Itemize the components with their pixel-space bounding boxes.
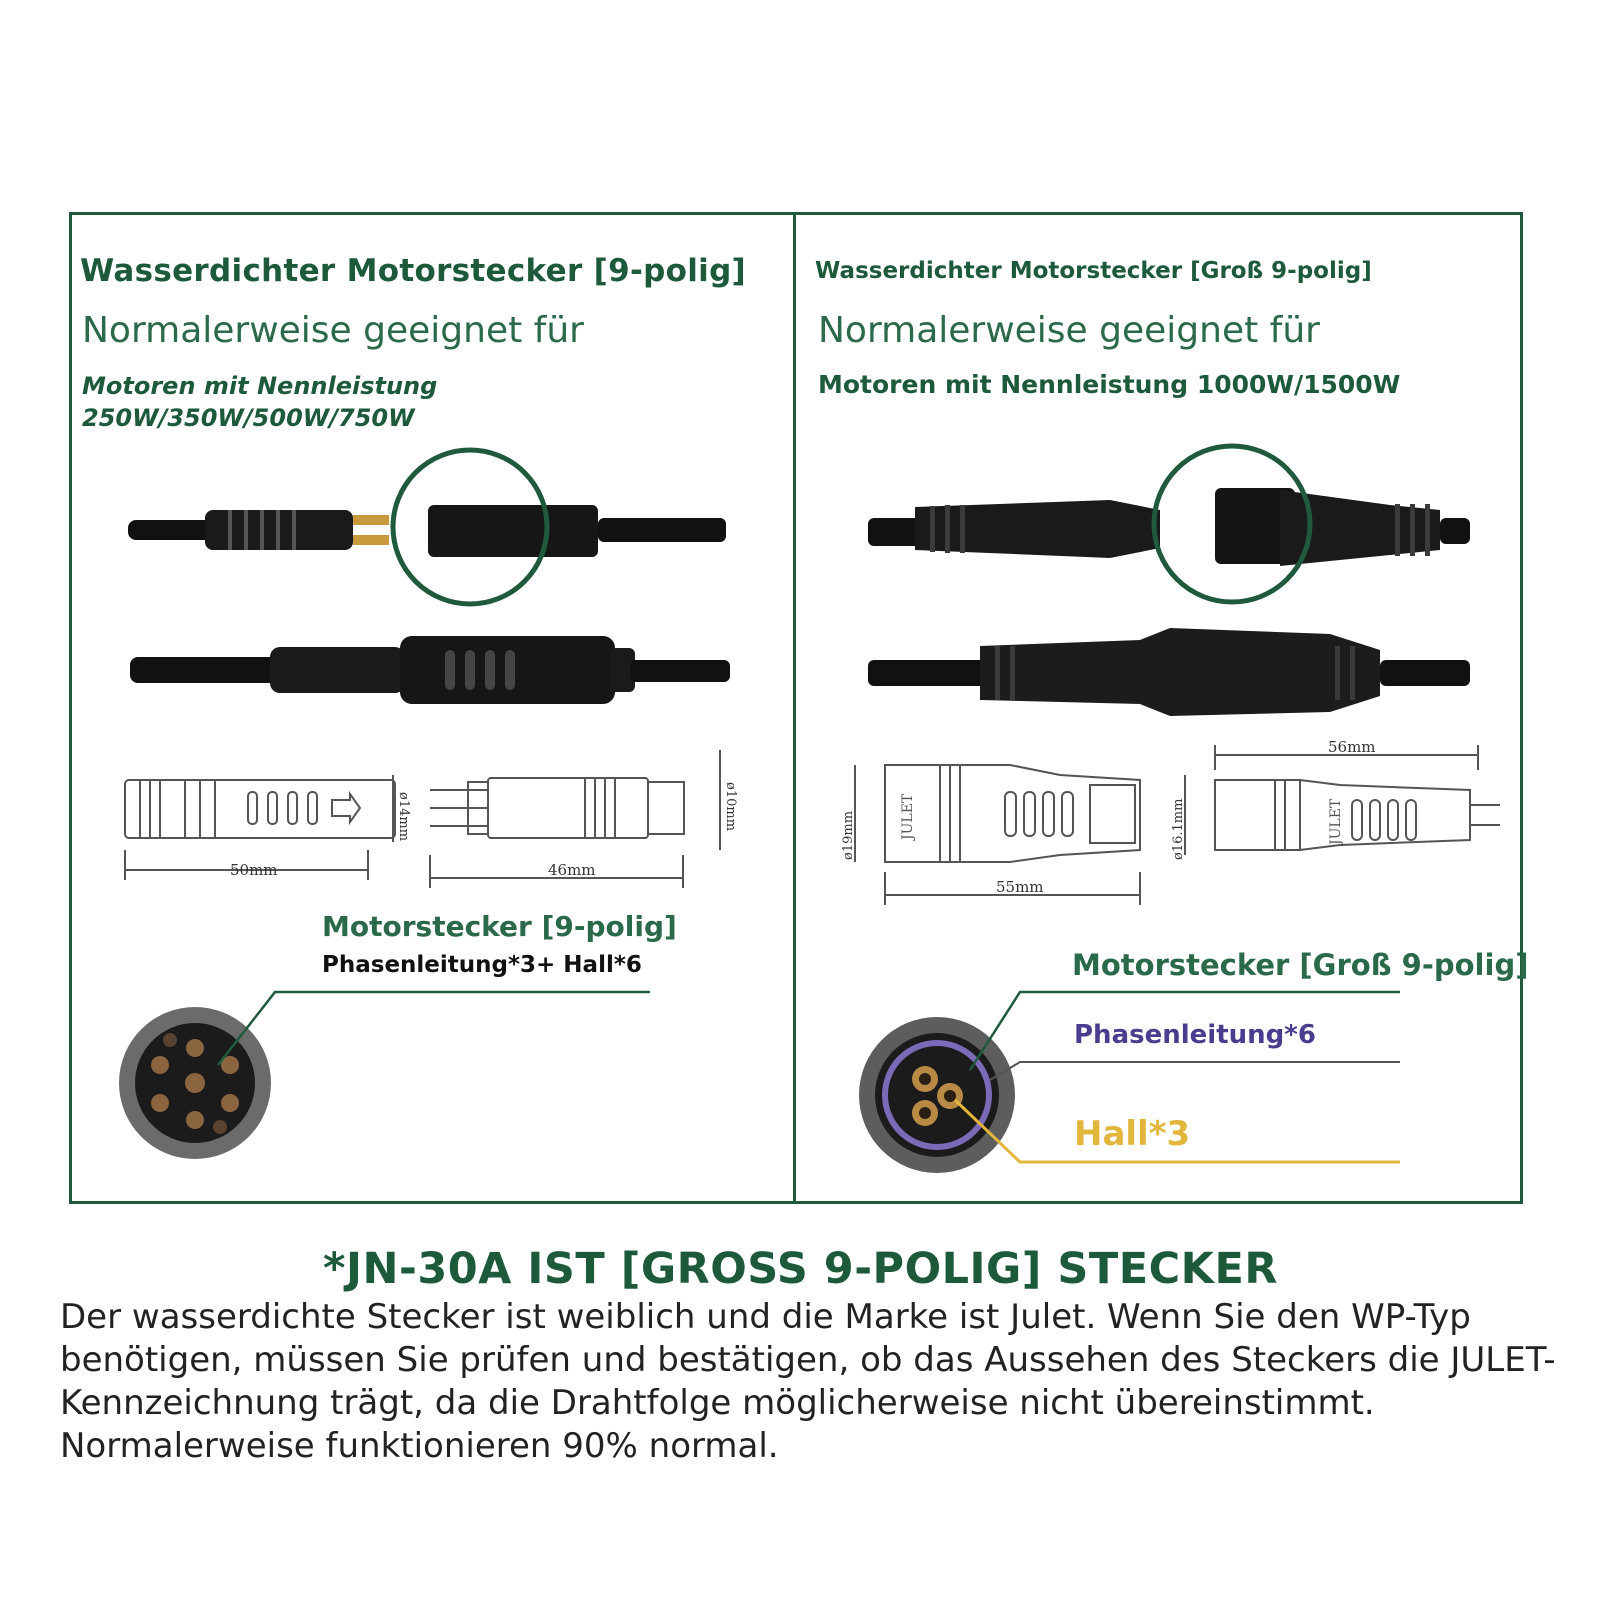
left-dim-diameter-male: ø10mm	[723, 782, 738, 832]
left-motors-line2: 250W/350W/500W/750W	[82, 404, 415, 432]
left-dim-width-female: 50mm	[230, 861, 278, 879]
right-brand-mark-female: JULET	[900, 793, 916, 840]
right-hall-label: Hall*3	[1074, 1114, 1191, 1154]
left-connector-pair-closed	[130, 636, 730, 704]
right-dim-diameter-female: ø19mm	[841, 810, 856, 860]
right-connector-pair-open	[868, 446, 1470, 602]
right-dim-width-female: 55mm	[996, 878, 1044, 896]
left-subheading: Normalerweise geeignet für	[82, 310, 584, 351]
left-caption: Motorstecker [9-polig]	[322, 910, 677, 943]
right-heading: Wasserdichter Motorstecker [Groß 9-polig]	[815, 258, 1372, 284]
right-subheading: Normalerweise geeignet für	[818, 310, 1320, 351]
left-dim-width-male: 46mm	[548, 861, 596, 879]
left-connector-pair-open	[128, 450, 726, 604]
left-dim-diameter-female: ø14mm	[396, 792, 411, 842]
left-heading: Wasserdichter Motorstecker [9-polig]	[80, 253, 747, 289]
left-callout-line	[218, 992, 650, 1065]
right-phase-label: Phasenleitung*6	[1074, 1020, 1316, 1050]
left-dimension-drawing	[125, 750, 720, 888]
footer-description: Der wasserdichte Stecker ist weiblich und die Marke ist Julet. Wenn Sie den WP-Typ benötigen, müssen Sie prüfen und bestätigen, ob das Aussehen des Steckers die JULET-Kennzeichnung trägt, da die Drahtfolge möglicherweise nicht übereinstimmt. Normalerweise funktionieren 90% normal.	[60, 1297, 1556, 1466]
right-phase-callout-line	[990, 1062, 1400, 1080]
right-caption: Motorstecker [Groß 9-polig]	[1072, 948, 1529, 982]
left-caption-detail: Phasenleitung*3+ Hall*6	[322, 952, 642, 978]
footer-title: *JN-30A IST [GROSS 9-POLIG] STECKER	[323, 1244, 1278, 1294]
right-dim-diameter-male: ø16.1mm	[1171, 798, 1186, 860]
left-pin-face	[119, 992, 650, 1159]
right-connector-pair-closed	[868, 628, 1470, 716]
right-brand-mark-male: JULET	[1328, 798, 1344, 845]
right-dim-width-male: 56mm	[1328, 738, 1376, 756]
right-motors-line: Motoren mit Nennleistung 1000W/1500W	[818, 370, 1401, 399]
left-motors-line1: Motoren mit Nennleistung	[82, 372, 438, 400]
